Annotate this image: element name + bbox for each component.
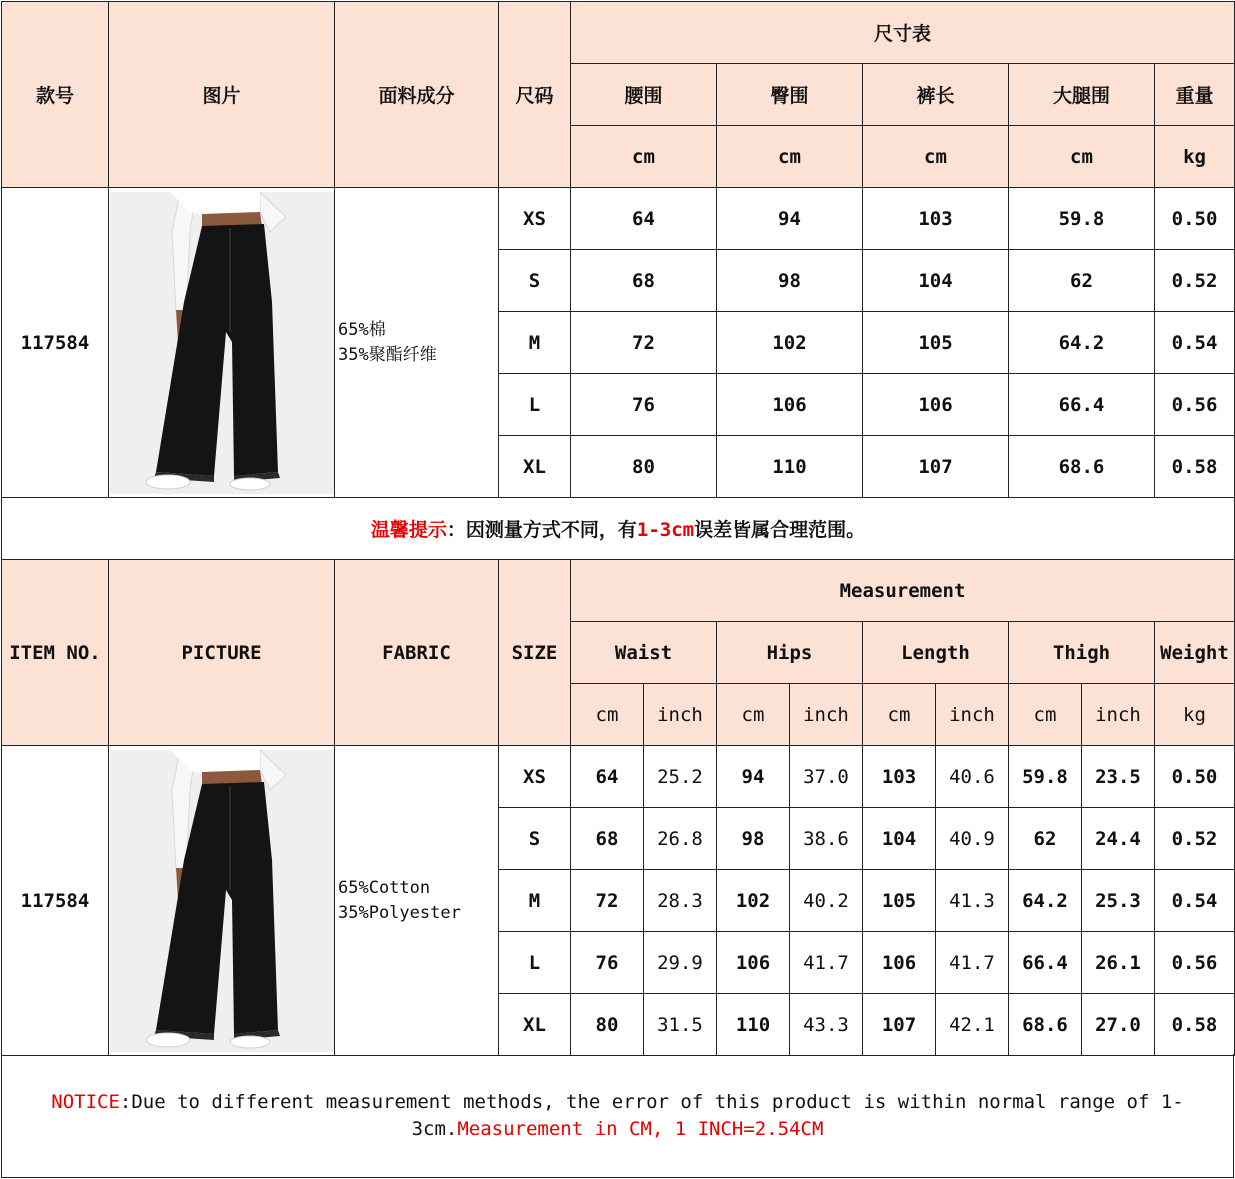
value-cell: 40.2 bbox=[790, 870, 863, 932]
size-label: M bbox=[499, 870, 571, 932]
value-cell: 62 bbox=[1009, 808, 1082, 870]
tip-text: ：因测量方式不同，有 bbox=[446, 519, 637, 541]
value-cell: 59.8 bbox=[1009, 188, 1155, 250]
column-header: Hips bbox=[717, 622, 863, 684]
size-table-cn bbox=[1, 1, 1235, 560]
header-size: 尺码 bbox=[499, 2, 571, 188]
header-picture: PICTURE bbox=[109, 560, 335, 746]
column-header: 臀围 bbox=[717, 64, 863, 126]
header-size-chart: 尺寸表 bbox=[571, 2, 1235, 64]
value-cell: 72 bbox=[571, 870, 644, 932]
value-cell: 41.3 bbox=[936, 870, 1009, 932]
value-cell: 28.3 bbox=[644, 870, 717, 932]
value-cell: 104 bbox=[863, 250, 1009, 312]
size-label: M bbox=[499, 312, 571, 374]
size-label: XL bbox=[499, 994, 571, 1056]
value-cell: 98 bbox=[717, 808, 790, 870]
value-cell: 0.52 bbox=[1155, 250, 1235, 312]
unit-header: cm bbox=[1009, 126, 1155, 188]
value-cell: 64 bbox=[571, 746, 644, 808]
fabric-line: 65%Cotton bbox=[338, 877, 431, 898]
value-cell: 103 bbox=[863, 746, 936, 808]
value-cell: 43.3 bbox=[790, 994, 863, 1056]
value-cell: 76 bbox=[571, 374, 717, 436]
value-cell: 66.4 bbox=[1009, 374, 1155, 436]
value-cell: 31.5 bbox=[644, 994, 717, 1056]
unit-header: inch bbox=[790, 684, 863, 746]
header-size: SIZE bbox=[499, 560, 571, 746]
value-cell: 68.6 bbox=[1009, 994, 1082, 1056]
size-table-en bbox=[1, 559, 1235, 1056]
jeans-figure-icon bbox=[110, 192, 334, 494]
value-cell: 105 bbox=[863, 870, 936, 932]
value-cell: 106 bbox=[717, 374, 863, 436]
value-cell: 59.8 bbox=[1009, 746, 1082, 808]
fabric-line: 35%Polyester bbox=[338, 902, 461, 923]
header-measurement: Measurement bbox=[571, 560, 1235, 622]
jeans-product-photo bbox=[110, 192, 334, 494]
column-header: Length bbox=[863, 622, 1009, 684]
size-label: XL bbox=[499, 436, 571, 498]
column-header: Waist bbox=[571, 622, 717, 684]
value-cell: 40.6 bbox=[936, 746, 1009, 808]
notice-measure: Measurement in CM, 1 INCH=2.54CM bbox=[457, 1117, 824, 1140]
unit-header: cm bbox=[1009, 684, 1082, 746]
value-cell: 23.5 bbox=[1082, 746, 1155, 808]
value-cell: 102 bbox=[717, 870, 790, 932]
value-cell: 0.58 bbox=[1155, 994, 1235, 1056]
value-cell: 0.50 bbox=[1155, 188, 1235, 250]
value-cell: 0.54 bbox=[1155, 312, 1235, 374]
value-cell: 76 bbox=[571, 932, 644, 994]
product-photo-cell bbox=[109, 746, 335, 1056]
notice-paragraph bbox=[24, 1089, 1211, 1143]
value-cell: 68 bbox=[571, 250, 717, 312]
value-cell: 110 bbox=[717, 994, 790, 1056]
column-header: Weight bbox=[1155, 622, 1235, 684]
size-label: L bbox=[499, 374, 571, 436]
value-cell: 64.2 bbox=[1009, 870, 1082, 932]
value-cell: 106 bbox=[863, 932, 936, 994]
unit-header: inch bbox=[644, 684, 717, 746]
value-cell: 24.4 bbox=[1082, 808, 1155, 870]
column-header: 裤长 bbox=[863, 64, 1009, 126]
value-cell: 42.1 bbox=[936, 994, 1009, 1056]
value-cell: 0.54 bbox=[1155, 870, 1235, 932]
tip-text: 误差皆属合理范围。 bbox=[694, 519, 866, 541]
header-item-no: ITEM NO. bbox=[2, 560, 109, 746]
unit-header: cm bbox=[717, 126, 863, 188]
unit-header: inch bbox=[1082, 684, 1155, 746]
value-cell: 27.0 bbox=[1082, 994, 1155, 1056]
tip-row bbox=[2, 498, 1235, 560]
size-label: XS bbox=[499, 188, 571, 250]
fabric-cell bbox=[335, 188, 499, 498]
fabric-line: 35%聚酯纤维 bbox=[338, 344, 437, 365]
item-number: 117584 bbox=[2, 188, 109, 498]
value-cell: 40.9 bbox=[936, 808, 1009, 870]
column-header: 大腿围 bbox=[1009, 64, 1155, 126]
value-cell: 38.6 bbox=[790, 808, 863, 870]
unit-header: cm bbox=[863, 684, 936, 746]
value-cell: 110 bbox=[717, 436, 863, 498]
unit-header: kg bbox=[1155, 126, 1235, 188]
header-fabric: 面料成分 bbox=[335, 2, 499, 188]
value-cell: 0.56 bbox=[1155, 932, 1235, 994]
value-cell: 26.8 bbox=[644, 808, 717, 870]
jeans-figure-icon bbox=[110, 750, 334, 1052]
notice-box bbox=[1, 1054, 1234, 1178]
value-cell: 64.2 bbox=[1009, 312, 1155, 374]
value-cell: 25.2 bbox=[644, 746, 717, 808]
tip-label: 温馨提示 bbox=[370, 519, 447, 541]
value-cell: 107 bbox=[863, 436, 1009, 498]
unit-header: cm bbox=[571, 126, 717, 188]
column-header: Thigh bbox=[1009, 622, 1155, 684]
value-cell: 106 bbox=[717, 932, 790, 994]
value-cell: 68.6 bbox=[1009, 436, 1155, 498]
value-cell: 102 bbox=[717, 312, 863, 374]
value-cell: 29.9 bbox=[644, 932, 717, 994]
value-cell: 41.7 bbox=[790, 932, 863, 994]
column-header: 腰围 bbox=[571, 64, 717, 126]
value-cell: 68 bbox=[571, 808, 644, 870]
unit-header: cm bbox=[571, 684, 644, 746]
size-label: XS bbox=[499, 746, 571, 808]
size-label: S bbox=[499, 250, 571, 312]
value-cell: 105 bbox=[863, 312, 1009, 374]
value-cell: 98 bbox=[717, 250, 863, 312]
header-item-no: 款号 bbox=[2, 2, 109, 188]
value-cell: 72 bbox=[571, 312, 717, 374]
value-cell: 0.52 bbox=[1155, 808, 1235, 870]
tip-range: 1-3cm bbox=[636, 519, 695, 541]
value-cell: 66.4 bbox=[1009, 932, 1082, 994]
item-number: 117584 bbox=[2, 746, 109, 1056]
fabric-line: 65%棉 bbox=[338, 319, 386, 340]
column-header: 重量 bbox=[1155, 64, 1235, 126]
value-cell: 80 bbox=[571, 994, 644, 1056]
value-cell: 37.0 bbox=[790, 746, 863, 808]
value-cell: 80 bbox=[571, 436, 717, 498]
unit-header: kg bbox=[1155, 684, 1235, 746]
header-fabric: FABRIC bbox=[335, 560, 499, 746]
value-cell: 0.50 bbox=[1155, 746, 1235, 808]
value-cell: 26.1 bbox=[1082, 932, 1155, 994]
value-cell: 106 bbox=[863, 374, 1009, 436]
value-cell: 107 bbox=[863, 994, 936, 1056]
table-row bbox=[2, 746, 1235, 808]
notice-text: :Due to different measurement methods, the error of this product is within normal range of 1-3cm. bbox=[119, 1090, 1184, 1140]
value-cell: 103 bbox=[863, 188, 1009, 250]
jeans-product-photo bbox=[110, 750, 334, 1052]
table-row bbox=[2, 188, 1235, 250]
unit-header: inch bbox=[936, 684, 1009, 746]
notice-label: NOTICE bbox=[51, 1090, 120, 1113]
size-label: S bbox=[499, 808, 571, 870]
value-cell: 94 bbox=[717, 188, 863, 250]
size-label: L bbox=[499, 932, 571, 994]
tip-cell bbox=[2, 498, 1235, 560]
unit-header: cm bbox=[863, 126, 1009, 188]
value-cell: 25.3 bbox=[1082, 870, 1155, 932]
value-cell: 0.56 bbox=[1155, 374, 1235, 436]
value-cell: 62 bbox=[1009, 250, 1155, 312]
value-cell: 41.7 bbox=[936, 932, 1009, 994]
value-cell: 64 bbox=[571, 188, 717, 250]
header-picture: 图片 bbox=[109, 2, 335, 188]
value-cell: 94 bbox=[717, 746, 790, 808]
value-cell: 104 bbox=[863, 808, 936, 870]
unit-header: cm bbox=[717, 684, 790, 746]
fabric-cell bbox=[335, 746, 499, 1056]
product-photo-cell bbox=[109, 188, 335, 498]
value-cell: 0.58 bbox=[1155, 436, 1235, 498]
